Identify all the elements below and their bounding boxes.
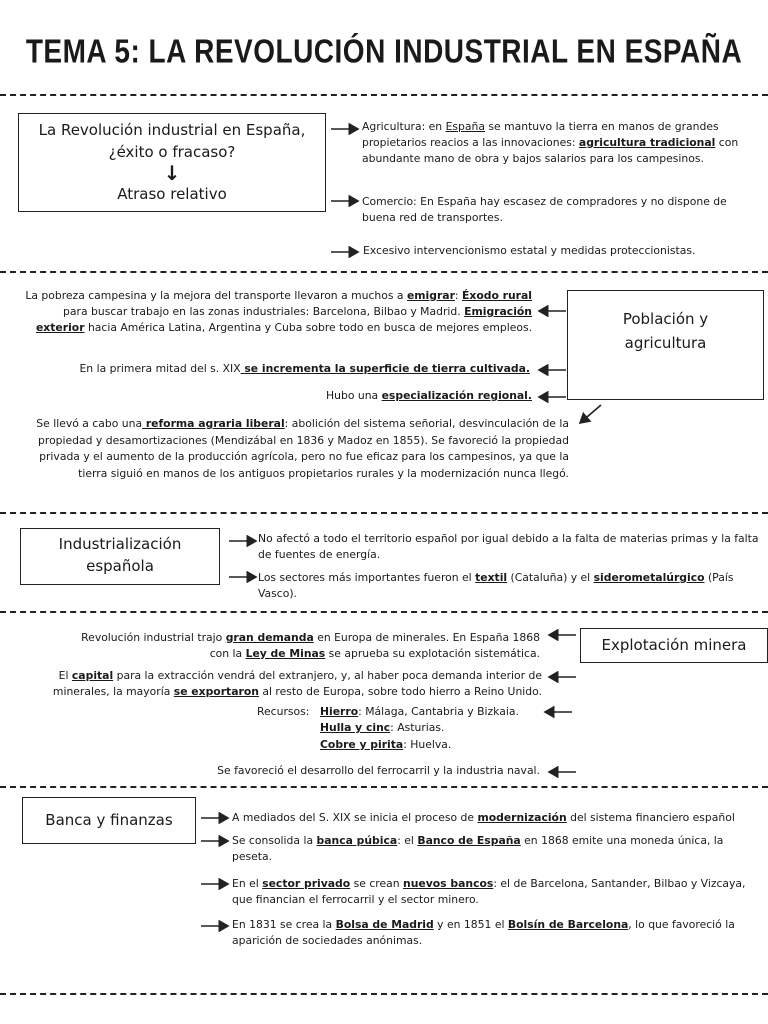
resources-label: Recursos: bbox=[257, 705, 310, 718]
arrow-left-icon bbox=[536, 364, 568, 376]
resource-coal: Hulla y cinc: Asturias. bbox=[320, 721, 445, 734]
revolution-question-box bbox=[18, 113, 326, 212]
divider bbox=[0, 512, 768, 514]
mining-box bbox=[580, 628, 768, 663]
divider bbox=[0, 94, 768, 96]
agriculture-text: Agricultura: en España se mantuvo la tierra en manos de grandes propietarios reacios a las innovaciones: agricultura tradicional con abundante mano de obra y bajos salarios para los campesinos. bbox=[362, 120, 739, 165]
divider bbox=[0, 786, 768, 788]
page-title: TEMA 5: LA REVOLUCIÓN INDUSTRIAL EN ESPAÑA bbox=[25, 33, 743, 70]
relative-delay-label: Atraso relativo bbox=[117, 185, 227, 203]
emigration-text: La pobreza campesina y la mejora del transporte llevaron a muchos a emigrar: Éxodo rural para buscar trabajo en las zonas industriales: Barcelona, Bilbao y Madrid. Emigración exterior hacia América Latina, Argentina y Cuba sobre todo en busca de mejores empleos. bbox=[25, 289, 532, 334]
arrow-right-icon bbox=[200, 812, 232, 824]
arrow-left-icon bbox=[546, 766, 578, 778]
arrow-right-icon bbox=[228, 535, 260, 547]
arrow-right-icon bbox=[330, 195, 362, 207]
commerce-text: Comercio: En España hay escasez de compradores y no dispone de buena red de transportes. bbox=[362, 195, 727, 224]
sectors-text: Los sectores más importantes fueron el textil (Cataluña) y el siderometalúrgico (País Vasco). bbox=[258, 571, 734, 600]
arrow-left-icon bbox=[536, 305, 568, 317]
arrow-left-icon bbox=[546, 629, 578, 641]
regional-specialization-text: Hubo una especialización regional. bbox=[326, 389, 532, 402]
population-agriculture-box bbox=[567, 290, 764, 400]
cultivated-land-text: En la primera mitad del s. XIX se incrementa la superficie de tierra cultivada. bbox=[79, 362, 530, 375]
private-sector-text: En el sector privado se crean nuevos bancos: el de Barcelona, Santander, Bilbao y Vizcaya, que financian el ferrocarril y el sector minero. bbox=[232, 877, 746, 906]
arrow-down-left-icon bbox=[574, 402, 604, 428]
interventionism-text: Excesivo intervencionismo estatal y medidas proteccionistas. bbox=[363, 244, 696, 257]
mining-demand-text: Revolución industrial trajo gran demanda en Europa de minerales. En España 1868 con la Ley de Minas se aprueba su explotación sistemática. bbox=[81, 631, 540, 660]
stock-exchange-text: En 1831 se crea la Bolsa de Madrid y en 1851 el Bolsín de Barcelona, lo que favoreció la aparición de sociedades anónimas. bbox=[232, 918, 735, 947]
arrow-right-icon bbox=[200, 835, 232, 847]
banking-title: Banca y finanzas bbox=[45, 811, 173, 829]
population-agriculture-title: Población y agricultura bbox=[622, 310, 709, 352]
divider bbox=[0, 993, 768, 995]
down-arrow-icon: ↓ bbox=[163, 161, 181, 185]
mining-title: Explotación minera bbox=[601, 636, 747, 654]
industrialization-box bbox=[20, 528, 220, 585]
resource-copper: Cobre y pirita: Huelva. bbox=[320, 738, 452, 751]
industrialization-title: Industrialización española bbox=[58, 535, 182, 575]
modernization-text: A mediados del S. XIX se inicia el proceso de modernización del sistema financiero español bbox=[232, 811, 735, 824]
divider bbox=[0, 611, 768, 613]
territory-text: No afectó a todo el territorio español por igual debido a la falta de materias primas y la falta de fuentes de energía. bbox=[258, 532, 759, 561]
arrow-right-icon bbox=[330, 246, 362, 258]
resource-iron: Hierro: Málaga, Cantabria y Bizkaia. bbox=[320, 705, 519, 718]
arrow-right-icon bbox=[200, 920, 232, 932]
mining-capital-text: El capital para la extracción vendrá del extranjero, y, al haber poca demanda interior de minerales, la mayoría se exportaron al resto de Europa, sobre todo hierro a Reino Unido. bbox=[52, 669, 542, 698]
arrow-left-icon bbox=[542, 706, 574, 718]
divider bbox=[0, 271, 768, 273]
public-bank-text: Se consolida la banca púbica: el Banco de España en 1868 emite una moneda única, la peseta. bbox=[232, 834, 724, 863]
banking-box bbox=[22, 797, 196, 844]
agrarian-reform-text: Se llevó a cabo una reforma agraria liberal: abolición del sistema señorial, desvinculación de la propiedad y desamortizaciones (Mendizábal en 1836 y Madoz en 1855). Se favoreció la propiedad privada y el aumento de la producción agrícola, pero no fue eficaz para los campesinos, ya que la tierra siguió en manos de los antiguos propietarios rurales y la modernización nunca llegó. bbox=[36, 417, 569, 480]
arrow-left-icon bbox=[546, 671, 578, 683]
arrow-left-icon bbox=[536, 391, 568, 403]
arrow-right-icon bbox=[330, 123, 362, 135]
arrow-right-icon bbox=[228, 571, 260, 583]
revolution-question: La Revolución industrial en España, ¿éxito o fracaso? bbox=[38, 121, 306, 161]
railway-text: Se favoreció el desarrollo del ferrocarril y la industria naval. bbox=[217, 764, 540, 777]
arrow-right-icon bbox=[200, 878, 232, 890]
